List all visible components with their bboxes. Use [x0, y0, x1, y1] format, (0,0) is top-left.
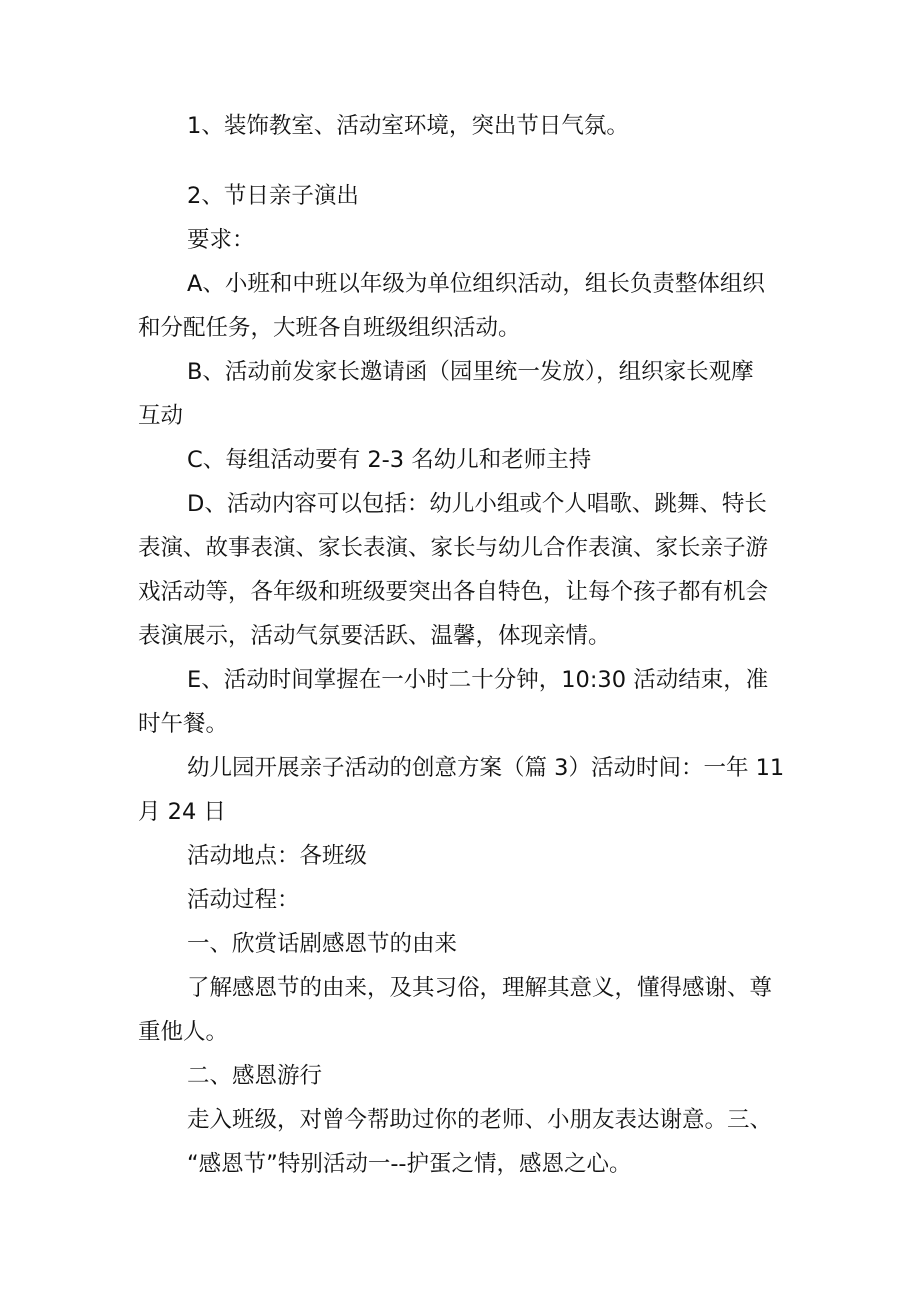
paragraph-line: A、小班和中班以年级为单位组织活动，组长负责整体组织 [187, 271, 765, 297]
paragraph-line: 2、节日亲子演出 [187, 183, 359, 209]
paragraph-requirement-e [138, 658, 788, 746]
paragraph-line: 时午餐。 [138, 711, 229, 737]
paragraph-line: 了解感恩节的由来，及其习俗，理解其意义，懂得感谢、尊 [187, 975, 773, 1001]
paragraph-activity-process [138, 878, 837, 922]
paragraph-line: 月 24 日 [138, 799, 226, 825]
paragraph-line: 重他人。 [138, 1019, 229, 1045]
paragraph-line: E、活动时间掌握在一小时二十分钟，10:30 活动结束，准 [187, 667, 769, 693]
paragraph-line: 走入班级，对曾今帮助过你的老师、小朋友表达谢意。三、 [187, 1107, 773, 1133]
paragraph-line: 二、感恩游行 [187, 1063, 323, 1089]
paragraph-parent-child-performance [138, 174, 837, 218]
paragraph-line: 1、装饰教室、活动室环境，突出节日气氛。 [187, 113, 629, 139]
paragraph-section-one [138, 922, 837, 966]
paragraph-requirement-d [138, 482, 788, 658]
paragraph-line: 要求： [187, 227, 255, 253]
paragraph-line: 活动过程： [187, 887, 300, 913]
paragraph-line: 互动 [138, 403, 184, 429]
paragraph-requirement-c [138, 438, 837, 482]
paragraph-decorate-classroom [138, 104, 837, 148]
paragraph-class-visit [138, 1098, 788, 1186]
paragraph-line: D、活动内容可以包括：幼儿小组或个人唱歌、跳舞、特长 [187, 491, 767, 517]
paragraph-requirements [138, 218, 837, 262]
paragraph-line: B、活动前发家长邀请函（园里统一发放），组织家长观摩 [187, 359, 754, 385]
paragraph-line: 和分配任务，大班各自班级组织活动。 [138, 315, 521, 341]
paragraph-line: “感恩节”特别活动一--护蛋之情，感恩之心。 [187, 1151, 632, 1177]
paragraph-line: 一、欣赏话剧感恩节的由来 [187, 931, 458, 957]
paragraph-requirement-a [138, 262, 788, 350]
paragraph-line: C、每组活动要有 2-3 名幼儿和老师主持 [187, 447, 592, 473]
paragraph-requirement-b [138, 350, 788, 438]
paragraph-line: 表演、故事表演、家长表演、家长与幼儿合作表演、家长亲子游 [138, 535, 769, 561]
paragraph-line: 表演展示，活动气氛要活跃、温馨，体现亲情。 [138, 623, 611, 649]
paragraph-plan-heading [138, 746, 788, 834]
paragraph-line: 戏活动等，各年级和班级要突出各自特色，让每个孩子都有机会 [138, 579, 769, 605]
paragraph-line: 活动地点：各班级 [187, 843, 368, 869]
paragraph-line: 幼儿园开展亲子活动的创意方案（篇 3）活动时间：一年 11 [187, 755, 785, 781]
paragraph-activity-location [138, 834, 837, 878]
paragraph-section-two [138, 1054, 837, 1098]
paragraph-thanksgiving-origin [138, 966, 788, 1054]
